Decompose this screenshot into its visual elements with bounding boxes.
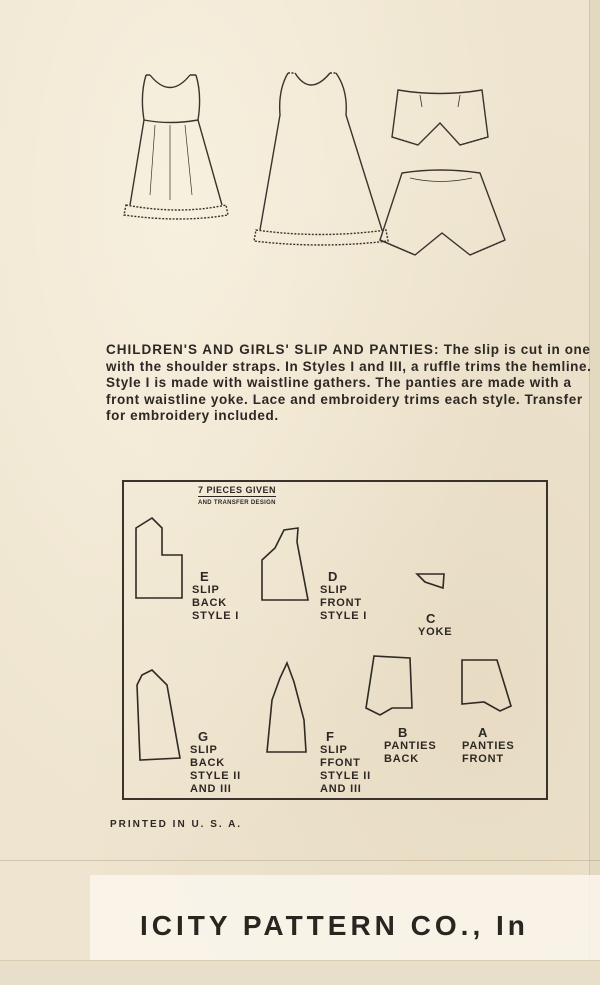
- piece-e-label: E SLIP BACK STYLE I: [192, 569, 240, 622]
- piece-a-shape: [462, 660, 511, 711]
- slip-style-i-illustration: [124, 75, 228, 219]
- pieces-subtitle: AND TRANSFER DESIGN: [198, 500, 276, 506]
- description-body: The slip is cut in one with the shoulder straps. In Styles I and III, a ruffle trims the hemline. Style I is made with waistline gathers. The panties are made with a front waistline yoke. Lace and embroidery trims each style. Transfer for embroidery included.: [106, 342, 592, 423]
- garment-illustrations: [110, 45, 530, 275]
- piece-a-label: A PANTIES FRONT: [462, 725, 515, 765]
- description-heading: CHILDREN'S AND GIRLS' SLIP AND PANTIES:: [106, 342, 440, 357]
- piece-b-shape: [366, 656, 412, 715]
- piece-c-shape: [417, 574, 444, 588]
- piece-g-shape: [137, 670, 180, 760]
- slip-style-iii-illustration: [254, 73, 388, 245]
- piece-b-label: B PANTIES BACK: [384, 725, 437, 765]
- printed-in-usa: PRINTED IN U. S. A.: [110, 819, 243, 830]
- piece-c-label: C YOKE: [418, 611, 453, 638]
- torn-edge: [0, 960, 600, 985]
- pattern-description: [106, 342, 592, 425]
- piece-d-shape: [262, 528, 308, 600]
- piece-g-label: G SLIP BACK STYLE II AND III: [190, 729, 242, 795]
- fold-line: [0, 860, 600, 861]
- piece-f-shape: [267, 663, 306, 752]
- panties-back-illustration: [380, 170, 505, 255]
- piece-e-shape: [136, 518, 182, 598]
- publisher-name: ICITY PATTERN CO., In: [140, 910, 529, 941]
- piece-f-label: F SLIP FFONT STYLE II AND III: [320, 729, 372, 795]
- envelope-edge: [589, 0, 600, 984]
- pieces-count-title: 7 PIECES GIVEN: [198, 485, 277, 495]
- piece-d-label: D SLIP FRONT STYLE I: [320, 569, 368, 622]
- panties-front-illustration: [392, 90, 488, 145]
